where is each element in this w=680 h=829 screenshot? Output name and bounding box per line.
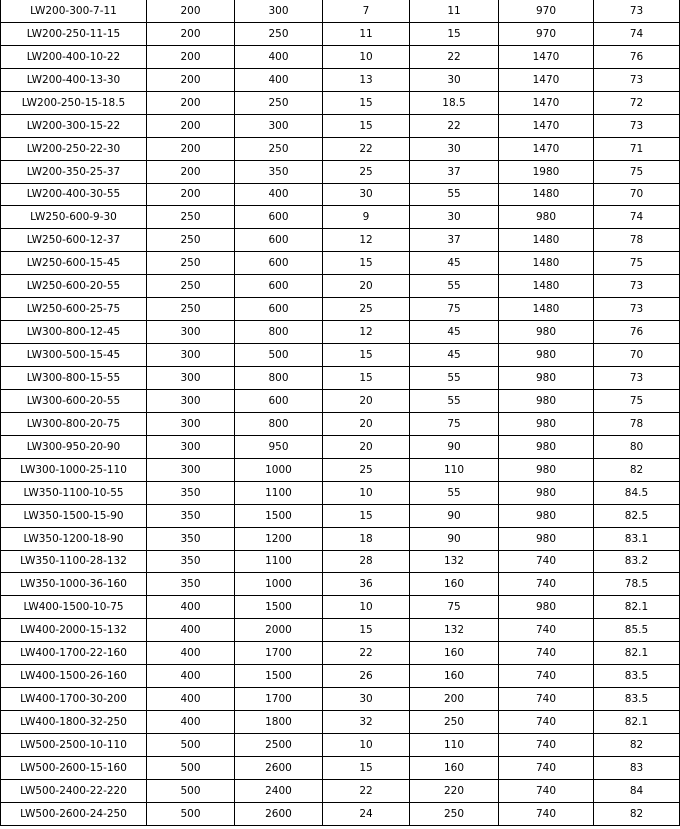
col5-cell: 22 [410, 114, 499, 137]
col7-cell: 75 [594, 252, 680, 275]
model-cell: LW350-1100-28-132 [1, 550, 147, 573]
col7-cell: 82 [594, 802, 680, 825]
col4-cell: 10 [323, 734, 410, 757]
col2-cell: 200 [147, 68, 235, 91]
col7-cell: 74 [594, 22, 680, 45]
col5-cell: 90 [410, 504, 499, 527]
model-cell: LW250-600-12-37 [1, 229, 147, 252]
col7-cell: 82.1 [594, 642, 680, 665]
col7-cell: 76 [594, 45, 680, 68]
col4-cell: 15 [323, 344, 410, 367]
col3-cell: 800 [235, 412, 323, 435]
col7-cell: 83 [594, 756, 680, 779]
col6-cell: 970 [499, 22, 594, 45]
col5-cell: 75 [410, 298, 499, 321]
col5-cell: 15 [410, 22, 499, 45]
col5-cell: 45 [410, 252, 499, 275]
col5-cell: 132 [410, 550, 499, 573]
table-row [1, 802, 680, 825]
col5-cell: 160 [410, 665, 499, 688]
col6-cell: 1470 [499, 114, 594, 137]
table-row [1, 45, 680, 68]
col2-cell: 200 [147, 160, 235, 183]
col5-cell: 75 [410, 412, 499, 435]
model-cell: LW500-2600-15-160 [1, 756, 147, 779]
col2-cell: 500 [147, 779, 235, 802]
col3-cell: 2000 [235, 619, 323, 642]
col3-cell: 500 [235, 344, 323, 367]
table-row [1, 114, 680, 137]
col5-cell: 18.5 [410, 91, 499, 114]
col2-cell: 250 [147, 275, 235, 298]
col6-cell: 740 [499, 550, 594, 573]
col3-cell: 2600 [235, 756, 323, 779]
col5-cell: 90 [410, 527, 499, 550]
col2-cell: 200 [147, 114, 235, 137]
col2-cell: 400 [147, 642, 235, 665]
model-cell: LW400-1800-32-250 [1, 711, 147, 734]
col6-cell: 1480 [499, 229, 594, 252]
table-row [1, 298, 680, 321]
col4-cell: 30 [323, 688, 410, 711]
model-cell: LW250-600-20-55 [1, 275, 147, 298]
col3-cell: 600 [235, 298, 323, 321]
col2-cell: 200 [147, 45, 235, 68]
col7-cell: 83.1 [594, 527, 680, 550]
model-cell: LW400-2000-15-132 [1, 619, 147, 642]
col3-cell: 2500 [235, 734, 323, 757]
col3-cell: 1000 [235, 458, 323, 481]
col3-cell: 1500 [235, 596, 323, 619]
col5-cell: 30 [410, 206, 499, 229]
col6-cell: 980 [499, 206, 594, 229]
col7-cell: 82.1 [594, 596, 680, 619]
col2-cell: 250 [147, 206, 235, 229]
col7-cell: 73 [594, 114, 680, 137]
col4-cell: 25 [323, 160, 410, 183]
model-cell: LW400-1700-30-200 [1, 688, 147, 711]
table-row [1, 252, 680, 275]
col6-cell: 1480 [499, 252, 594, 275]
col6-cell: 980 [499, 321, 594, 344]
table-row [1, 711, 680, 734]
col4-cell: 15 [323, 619, 410, 642]
table-row [1, 229, 680, 252]
col4-cell: 28 [323, 550, 410, 573]
col3-cell: 300 [235, 0, 323, 22]
col3-cell: 1200 [235, 527, 323, 550]
col2-cell: 250 [147, 298, 235, 321]
table-row [1, 779, 680, 802]
table-row [1, 756, 680, 779]
col7-cell: 71 [594, 137, 680, 160]
col6-cell: 980 [499, 527, 594, 550]
col4-cell: 20 [323, 412, 410, 435]
model-cell: LW200-350-25-37 [1, 160, 147, 183]
col3-cell: 400 [235, 183, 323, 206]
col6-cell: 740 [499, 642, 594, 665]
table-row [1, 389, 680, 412]
col3-cell: 600 [235, 252, 323, 275]
col4-cell: 11 [323, 22, 410, 45]
table-row [1, 137, 680, 160]
table-row [1, 458, 680, 481]
col7-cell: 78 [594, 229, 680, 252]
col7-cell: 78.5 [594, 573, 680, 596]
model-cell: LW200-250-22-30 [1, 137, 147, 160]
col4-cell: 13 [323, 68, 410, 91]
model-cell: LW200-300-15-22 [1, 114, 147, 137]
table-row [1, 642, 680, 665]
model-cell: LW300-950-20-90 [1, 435, 147, 458]
col7-cell: 83.5 [594, 688, 680, 711]
table-row [1, 527, 680, 550]
model-cell: LW350-1500-15-90 [1, 504, 147, 527]
table-row [1, 321, 680, 344]
col4-cell: 20 [323, 435, 410, 458]
model-cell: LW300-800-15-55 [1, 367, 147, 390]
col2-cell: 350 [147, 504, 235, 527]
col4-cell: 22 [323, 137, 410, 160]
col4-cell: 12 [323, 229, 410, 252]
table-row [1, 504, 680, 527]
model-cell: LW500-2600-24-250 [1, 802, 147, 825]
model-cell: LW250-600-9-30 [1, 206, 147, 229]
col4-cell: 30 [323, 183, 410, 206]
col6-cell: 740 [499, 779, 594, 802]
col4-cell: 25 [323, 298, 410, 321]
col3-cell: 600 [235, 229, 323, 252]
col6-cell: 980 [499, 412, 594, 435]
col2-cell: 350 [147, 481, 235, 504]
col5-cell: 160 [410, 573, 499, 596]
col5-cell: 110 [410, 734, 499, 757]
col4-cell: 22 [323, 642, 410, 665]
col6-cell: 980 [499, 435, 594, 458]
col2-cell: 300 [147, 435, 235, 458]
model-cell: LW300-1000-25-110 [1, 458, 147, 481]
col2-cell: 400 [147, 596, 235, 619]
model-cell: LW400-1700-22-160 [1, 642, 147, 665]
col6-cell: 740 [499, 711, 594, 734]
spec-table-body [1, 0, 680, 825]
col4-cell: 36 [323, 573, 410, 596]
col2-cell: 400 [147, 711, 235, 734]
col5-cell: 250 [410, 711, 499, 734]
col3-cell: 400 [235, 45, 323, 68]
col7-cell: 82 [594, 458, 680, 481]
col3-cell: 1500 [235, 504, 323, 527]
model-cell: LW300-800-12-45 [1, 321, 147, 344]
col3-cell: 600 [235, 206, 323, 229]
col2-cell: 500 [147, 802, 235, 825]
table-row [1, 22, 680, 45]
table-row [1, 183, 680, 206]
model-cell: LW200-400-10-22 [1, 45, 147, 68]
col6-cell: 980 [499, 389, 594, 412]
col2-cell: 200 [147, 22, 235, 45]
col7-cell: 82.5 [594, 504, 680, 527]
col3-cell: 2400 [235, 779, 323, 802]
table-row [1, 412, 680, 435]
col4-cell: 15 [323, 114, 410, 137]
col7-cell: 73 [594, 367, 680, 390]
col4-cell: 32 [323, 711, 410, 734]
col5-cell: 90 [410, 435, 499, 458]
col7-cell: 74 [594, 206, 680, 229]
col7-cell: 73 [594, 275, 680, 298]
col5-cell: 55 [410, 367, 499, 390]
col4-cell: 10 [323, 45, 410, 68]
col4-cell: 25 [323, 458, 410, 481]
col4-cell: 7 [323, 0, 410, 22]
col6-cell: 1480 [499, 183, 594, 206]
col2-cell: 400 [147, 688, 235, 711]
col7-cell: 85.5 [594, 619, 680, 642]
model-cell: LW500-2400-22-220 [1, 779, 147, 802]
col4-cell: 15 [323, 367, 410, 390]
col4-cell: 10 [323, 481, 410, 504]
col4-cell: 24 [323, 802, 410, 825]
col4-cell: 10 [323, 596, 410, 619]
model-cell: LW200-400-30-55 [1, 183, 147, 206]
col2-cell: 350 [147, 527, 235, 550]
col3-cell: 1700 [235, 642, 323, 665]
col2-cell: 250 [147, 229, 235, 252]
col7-cell: 76 [594, 321, 680, 344]
col6-cell: 740 [499, 619, 594, 642]
model-cell: LW350-1100-10-55 [1, 481, 147, 504]
col3-cell: 250 [235, 91, 323, 114]
col5-cell: 11 [410, 0, 499, 22]
table-row [1, 367, 680, 390]
col4-cell: 20 [323, 275, 410, 298]
col2-cell: 400 [147, 619, 235, 642]
col7-cell: 83.2 [594, 550, 680, 573]
col3-cell: 800 [235, 367, 323, 390]
col6-cell: 980 [499, 504, 594, 527]
col6-cell: 740 [499, 802, 594, 825]
col7-cell: 73 [594, 298, 680, 321]
col5-cell: 30 [410, 68, 499, 91]
col2-cell: 300 [147, 389, 235, 412]
col5-cell: 30 [410, 137, 499, 160]
col5-cell: 55 [410, 275, 499, 298]
col3-cell: 1000 [235, 573, 323, 596]
model-cell: LW300-500-15-45 [1, 344, 147, 367]
col3-cell: 300 [235, 114, 323, 137]
col5-cell: 55 [410, 389, 499, 412]
col2-cell: 350 [147, 550, 235, 573]
table-row [1, 275, 680, 298]
col2-cell: 200 [147, 91, 235, 114]
col6-cell: 980 [499, 481, 594, 504]
table-row [1, 619, 680, 642]
col2-cell: 250 [147, 252, 235, 275]
col2-cell: 200 [147, 183, 235, 206]
col7-cell: 75 [594, 160, 680, 183]
table-row [1, 206, 680, 229]
col3-cell: 1100 [235, 550, 323, 573]
col6-cell: 980 [499, 596, 594, 619]
col2-cell: 300 [147, 412, 235, 435]
table-row [1, 573, 680, 596]
model-cell: LW200-400-13-30 [1, 68, 147, 91]
col2-cell: 300 [147, 344, 235, 367]
table-row [1, 734, 680, 757]
col3-cell: 350 [235, 160, 323, 183]
col2-cell: 300 [147, 367, 235, 390]
table-row [1, 435, 680, 458]
col7-cell: 83.5 [594, 665, 680, 688]
col7-cell: 80 [594, 435, 680, 458]
table-row [1, 665, 680, 688]
col3-cell: 250 [235, 137, 323, 160]
table-row [1, 481, 680, 504]
col3-cell: 1100 [235, 481, 323, 504]
col3-cell: 950 [235, 435, 323, 458]
col2-cell: 200 [147, 0, 235, 22]
col5-cell: 75 [410, 596, 499, 619]
col5-cell: 45 [410, 344, 499, 367]
col4-cell: 22 [323, 779, 410, 802]
model-cell: LW400-1500-26-160 [1, 665, 147, 688]
col6-cell: 980 [499, 367, 594, 390]
col5-cell: 110 [410, 458, 499, 481]
table-row [1, 160, 680, 183]
col3-cell: 1800 [235, 711, 323, 734]
col5-cell: 37 [410, 160, 499, 183]
col4-cell: 15 [323, 91, 410, 114]
col5-cell: 22 [410, 45, 499, 68]
model-cell: LW200-250-15-18.5 [1, 91, 147, 114]
col7-cell: 82 [594, 734, 680, 757]
col5-cell: 55 [410, 183, 499, 206]
col3-cell: 800 [235, 321, 323, 344]
col4-cell: 26 [323, 665, 410, 688]
col2-cell: 300 [147, 321, 235, 344]
col5-cell: 45 [410, 321, 499, 344]
table-row [1, 91, 680, 114]
model-cell: LW200-300-7-11 [1, 0, 147, 22]
table-row [1, 68, 680, 91]
model-cell: LW300-800-20-75 [1, 412, 147, 435]
col7-cell: 73 [594, 68, 680, 91]
col7-cell: 73 [594, 0, 680, 22]
col6-cell: 740 [499, 665, 594, 688]
col2-cell: 500 [147, 756, 235, 779]
col2-cell: 500 [147, 734, 235, 757]
col6-cell: 740 [499, 734, 594, 757]
col3-cell: 1700 [235, 688, 323, 711]
col5-cell: 37 [410, 229, 499, 252]
col5-cell: 160 [410, 756, 499, 779]
col4-cell: 15 [323, 504, 410, 527]
col6-cell: 980 [499, 458, 594, 481]
col5-cell: 250 [410, 802, 499, 825]
col7-cell: 70 [594, 183, 680, 206]
col7-cell: 78 [594, 412, 680, 435]
col6-cell: 1480 [499, 298, 594, 321]
model-cell: LW250-600-25-75 [1, 298, 147, 321]
table-row [1, 550, 680, 573]
col4-cell: 15 [323, 252, 410, 275]
col6-cell: 1470 [499, 137, 594, 160]
col6-cell: 970 [499, 0, 594, 22]
table-row [1, 344, 680, 367]
col6-cell: 1980 [499, 160, 594, 183]
col6-cell: 1470 [499, 68, 594, 91]
col7-cell: 75 [594, 389, 680, 412]
col4-cell: 18 [323, 527, 410, 550]
col4-cell: 20 [323, 389, 410, 412]
table-row [1, 596, 680, 619]
col7-cell: 72 [594, 91, 680, 114]
col6-cell: 740 [499, 756, 594, 779]
col6-cell: 1470 [499, 91, 594, 114]
col7-cell: 70 [594, 344, 680, 367]
col6-cell: 980 [499, 344, 594, 367]
model-cell: LW350-1000-36-160 [1, 573, 147, 596]
col5-cell: 132 [410, 619, 499, 642]
col7-cell: 84.5 [594, 481, 680, 504]
col5-cell: 160 [410, 642, 499, 665]
col3-cell: 600 [235, 389, 323, 412]
col6-cell: 1470 [499, 45, 594, 68]
col7-cell: 84 [594, 779, 680, 802]
col2-cell: 350 [147, 573, 235, 596]
col2-cell: 200 [147, 137, 235, 160]
model-cell: LW250-600-15-45 [1, 252, 147, 275]
col4-cell: 15 [323, 756, 410, 779]
model-cell: LW200-250-11-15 [1, 22, 147, 45]
table-row [1, 688, 680, 711]
model-cell: LW400-1500-10-75 [1, 596, 147, 619]
col2-cell: 400 [147, 665, 235, 688]
col6-cell: 740 [499, 573, 594, 596]
table-row [1, 0, 680, 22]
col4-cell: 12 [323, 321, 410, 344]
col7-cell: 82.1 [594, 711, 680, 734]
col6-cell: 740 [499, 688, 594, 711]
col3-cell: 600 [235, 275, 323, 298]
col3-cell: 250 [235, 22, 323, 45]
col6-cell: 1480 [499, 275, 594, 298]
model-cell: LW350-1200-18-90 [1, 527, 147, 550]
col3-cell: 1500 [235, 665, 323, 688]
col3-cell: 2600 [235, 802, 323, 825]
col4-cell: 9 [323, 206, 410, 229]
col2-cell: 300 [147, 458, 235, 481]
col5-cell: 55 [410, 481, 499, 504]
col3-cell: 400 [235, 68, 323, 91]
model-cell: LW500-2500-10-110 [1, 734, 147, 757]
col5-cell: 200 [410, 688, 499, 711]
model-cell: LW300-600-20-55 [1, 389, 147, 412]
col5-cell: 220 [410, 779, 499, 802]
